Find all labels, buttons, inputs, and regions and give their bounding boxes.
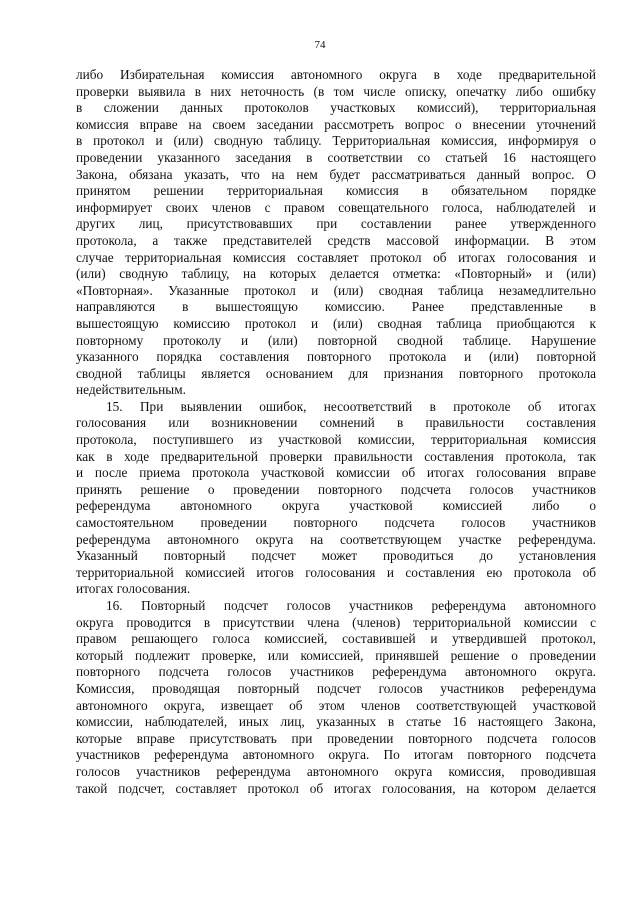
- text-line: указанного порядка составления повторного протокола и (или) повторной: [76, 349, 596, 365]
- text-line: референдума автономного округа участковой комиссией либо о: [76, 498, 596, 514]
- text-line: которые вправе присутствовать при проведении повторного подсчета голосов: [76, 730, 596, 746]
- text-line: который подлежит проверке, или комиссией, принявшей решение о проведении: [76, 647, 596, 663]
- text-line: принять решение о проведении повторного подсчета голосов участников: [76, 481, 596, 497]
- text-line: правом решающего голоса комиссией, составившей и утвердившей протокол,: [76, 631, 596, 647]
- text-line: либо Избирательная комиссия автономного округа в ходе предварительной: [76, 67, 596, 82]
- text-line: Указанный повторный подсчет может проводиться до установления: [76, 548, 596, 564]
- text-line: в протокол и (или) сводную таблицу. Территориальная комиссия, информируя о: [76, 133, 596, 149]
- text-line: 15. При выявлении ошибок, несоответствий в протоколе об итогах: [106, 398, 596, 414]
- text-line: протокола, а также представителей средств массовой информации. В этом: [76, 232, 596, 248]
- text-line: комиссии, наблюдателей, иных лиц, указанных в статье 16 настоящего Закона,: [76, 714, 596, 730]
- text-line: проверки выявила в них неточность (в том числе описку, опечатку либо ошибку: [76, 83, 596, 99]
- text-line: Комиссия, проводящая повторный подсчет голосов участников референдума: [76, 680, 596, 696]
- text-line: вышестоящую комиссию протокол и (или) сводная таблица приобщаются к: [76, 315, 596, 331]
- paragraph-16: [76, 598, 596, 797]
- text-line: проведении указанного заседания в соответствии со статьей 16 настоящего: [76, 149, 596, 165]
- document-body: [76, 67, 596, 797]
- text-line: итогах голосования.: [76, 581, 191, 597]
- text-line: направляются в вышестоящую комиссию. Ранее представленные в: [76, 299, 596, 315]
- text-line: информирует своих членов с правом совещательного голоса, наблюдателей и: [76, 199, 596, 215]
- text-line: повторному протоколу и (или) повторной сводной таблице. Нарушение: [76, 332, 596, 348]
- text-line: недействительным.: [76, 382, 186, 398]
- text-line: как в ходе предварительной проверки правильности составления протокола, так: [76, 448, 596, 464]
- text-line: комиссия вправе на своем заседании рассмотреть вопрос о внесении уточнений: [76, 116, 596, 132]
- text-line: референдума автономного округа на соответствующем участке референдума.: [76, 531, 596, 547]
- text-line: принятом решении территориальная комиссия в обязательном порядке: [76, 183, 596, 199]
- text-line: голосования или возникновении сомнений в правильности составления: [76, 415, 596, 431]
- text-line: (или) сводную таблицу, на которых делается отметка: «Повторный» и (или): [76, 266, 596, 282]
- text-line: округа проводится в присутствии члена (членов) территориальной комиссии с: [76, 614, 596, 630]
- page-number: 74: [314, 39, 326, 51]
- paragraph-15: [76, 399, 596, 598]
- text-line: такой подсчет, составляет протокол об итогах голосования, на котором делается: [76, 780, 596, 796]
- text-line: самостоятельном проведении повторного подсчета голосов участников: [76, 515, 596, 531]
- text-line: «Повторная». Указанные протокол и (или) сводная таблица незамедлительно: [76, 282, 596, 298]
- text-line: протокола, поступившего из участковой комиссии, территориальная комиссия: [76, 432, 596, 448]
- text-line: 16. Повторный подсчет голосов участников референдума автономного: [106, 598, 596, 613]
- text-line: участников референдума автономного округа. По итогам повторного подсчета: [76, 747, 596, 763]
- text-line: других лиц, присутствовавших при составлении ранее утвержденного: [76, 216, 596, 232]
- text-line: повторного подсчета голосов участников референдума автономного округа.: [76, 664, 596, 680]
- text-line: и после приема протокола участковой комиссии об итогах голосования вправе: [76, 465, 596, 481]
- text-line: сводной таблицы является основанием для признания повторного протокола: [76, 365, 596, 381]
- text-line: голосов участников референдума автономного округа комиссия, проводившая: [76, 763, 596, 779]
- text-line: Закона, обязана указать, что на нем будет рассматриваться данный вопрос. О: [76, 166, 596, 182]
- text-line: территориальной комиссией итогов голосования и составления ею протокола об: [76, 564, 596, 580]
- text-line: в сложении данных протоколов участковых комиссий), территориальная: [76, 100, 596, 116]
- text-line: автономного округа, извещает об этом членов соответствующей участковой: [76, 697, 596, 713]
- paragraph-continuation: [76, 67, 596, 399]
- text-line: случае территориальная комиссия составляет протокол об итогах голосования и: [76, 249, 596, 265]
